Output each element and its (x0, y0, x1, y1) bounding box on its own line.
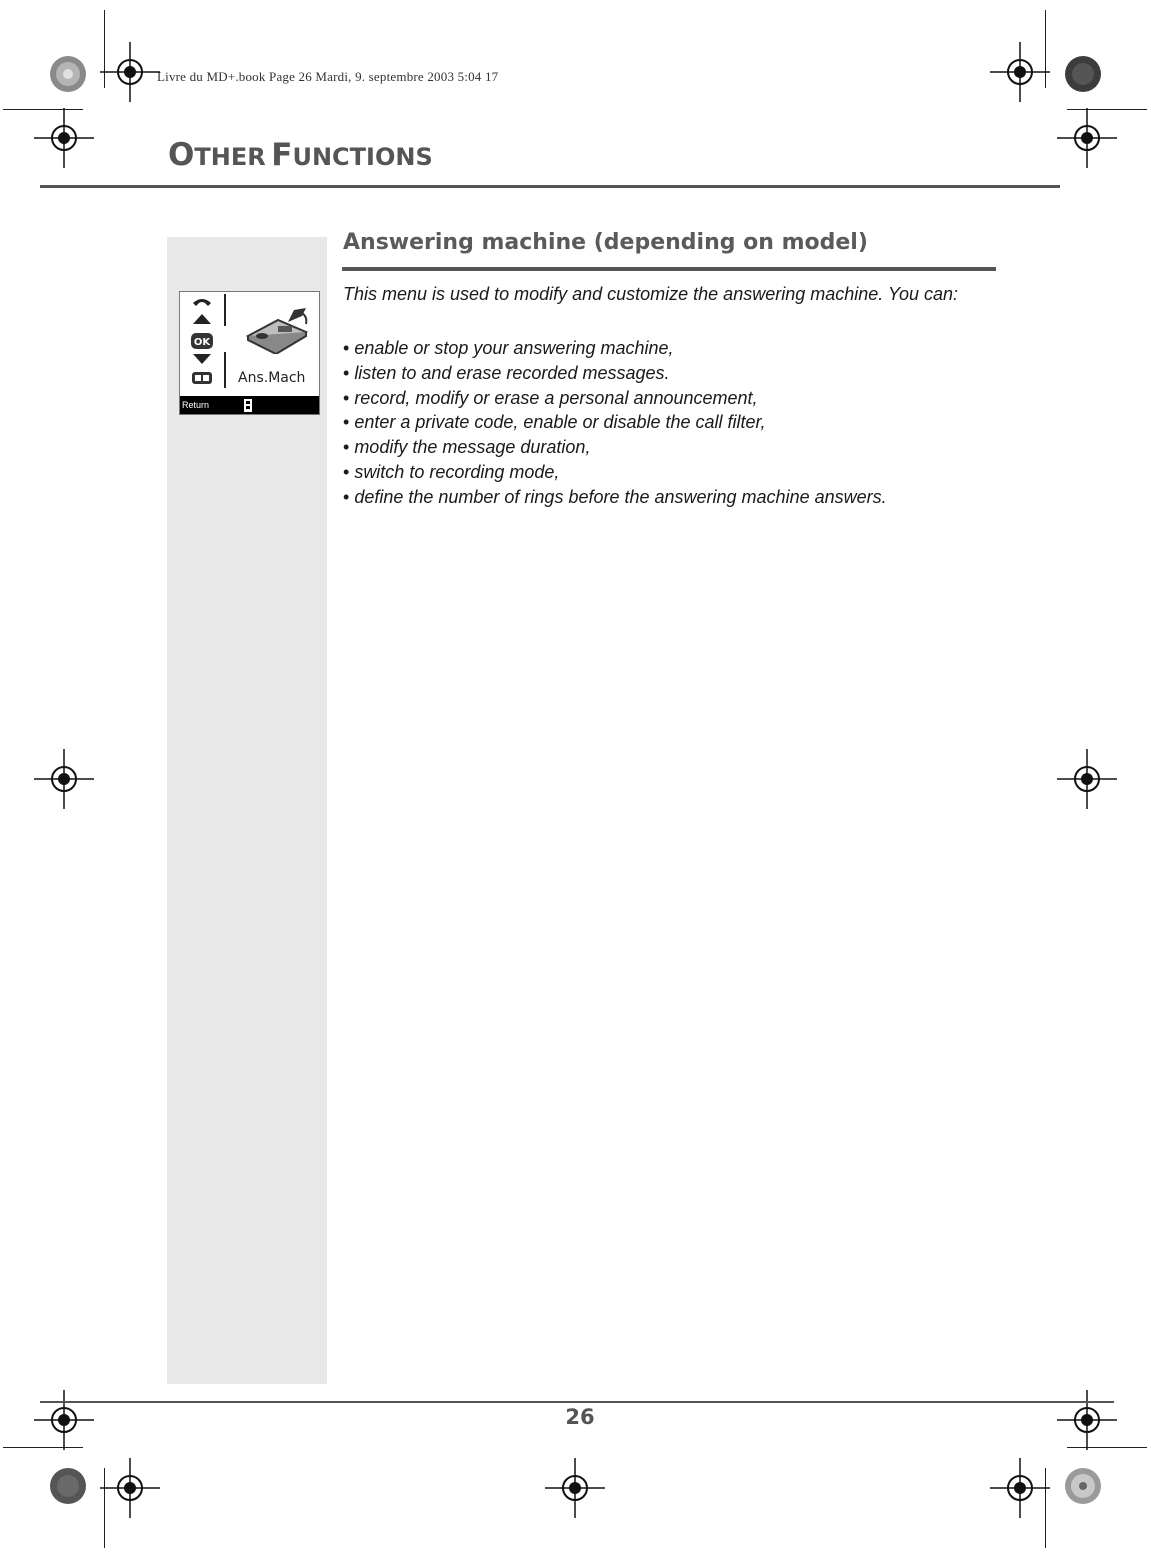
color-rosette-icon (48, 54, 88, 94)
subsection-rule (342, 267, 996, 271)
title-initial: O (168, 137, 195, 173)
color-rosette-icon (48, 1466, 88, 1506)
registration-mark-icon (34, 1390, 94, 1450)
print-header: Livre du MD+.book Page 26 Mardi, 9. septembre 2003 5:04 17 (157, 69, 499, 84)
registration-mark-icon (545, 1458, 605, 1518)
registration-mark-icon (990, 1458, 1050, 1518)
battery-icon (244, 398, 252, 412)
ok-key-icon (190, 332, 214, 350)
phone-hangup-icon (191, 296, 213, 308)
list-item: • modify the message duration, (343, 435, 1003, 460)
section-title (168, 137, 433, 173)
registration-mark-icon (1057, 108, 1117, 168)
footer-rule (40, 1401, 1114, 1403)
list-item: • enter a private code, enable or disable the call filter, (343, 410, 1003, 435)
screen-divider (224, 294, 226, 326)
title-initial: F (271, 137, 293, 173)
answering-machine-icon (244, 306, 312, 354)
registration-mark-icon (34, 749, 94, 809)
color-rosette-icon (1063, 1466, 1103, 1506)
list-item: • listen to and erase recorded messages. (343, 361, 1003, 386)
handset-screen (179, 291, 320, 415)
title-rule (40, 185, 1060, 188)
list-item: • record, modify or erase a personal announcement, (343, 386, 1003, 411)
softkey-return: Return (182, 400, 210, 410)
list-item: • switch to recording mode, (343, 460, 1003, 485)
subsection-title: Answering machine (depending on model) (343, 230, 868, 255)
title-rest: UNCTIONS (292, 143, 433, 171)
registration-mark-icon (100, 42, 160, 102)
feature-list (343, 336, 1003, 510)
svg-text:OK: OK (193, 337, 211, 348)
list-item: • define the number of rings before the answering machine answers. (343, 485, 1003, 510)
title-rest: THER (194, 143, 266, 171)
phonebook-icon (191, 371, 213, 385)
color-rosette-icon (1063, 54, 1103, 94)
registration-mark-icon (1057, 749, 1117, 809)
registration-mark-icon (990, 42, 1050, 102)
page-number: 26 (565, 1405, 595, 1429)
screen-divider (224, 352, 226, 388)
registration-mark-icon (34, 108, 94, 168)
arrow-up-icon (193, 314, 211, 324)
arrow-down-icon (193, 354, 211, 364)
intro-paragraph: This menu is used to modify and customize the answering machine. You can: (343, 284, 958, 304)
list-item: • enable or stop your answering machine, (343, 336, 1003, 361)
registration-mark-icon (100, 1458, 160, 1518)
screen-label: Ans.Mach (238, 370, 306, 386)
registration-mark-icon (1057, 1390, 1117, 1450)
